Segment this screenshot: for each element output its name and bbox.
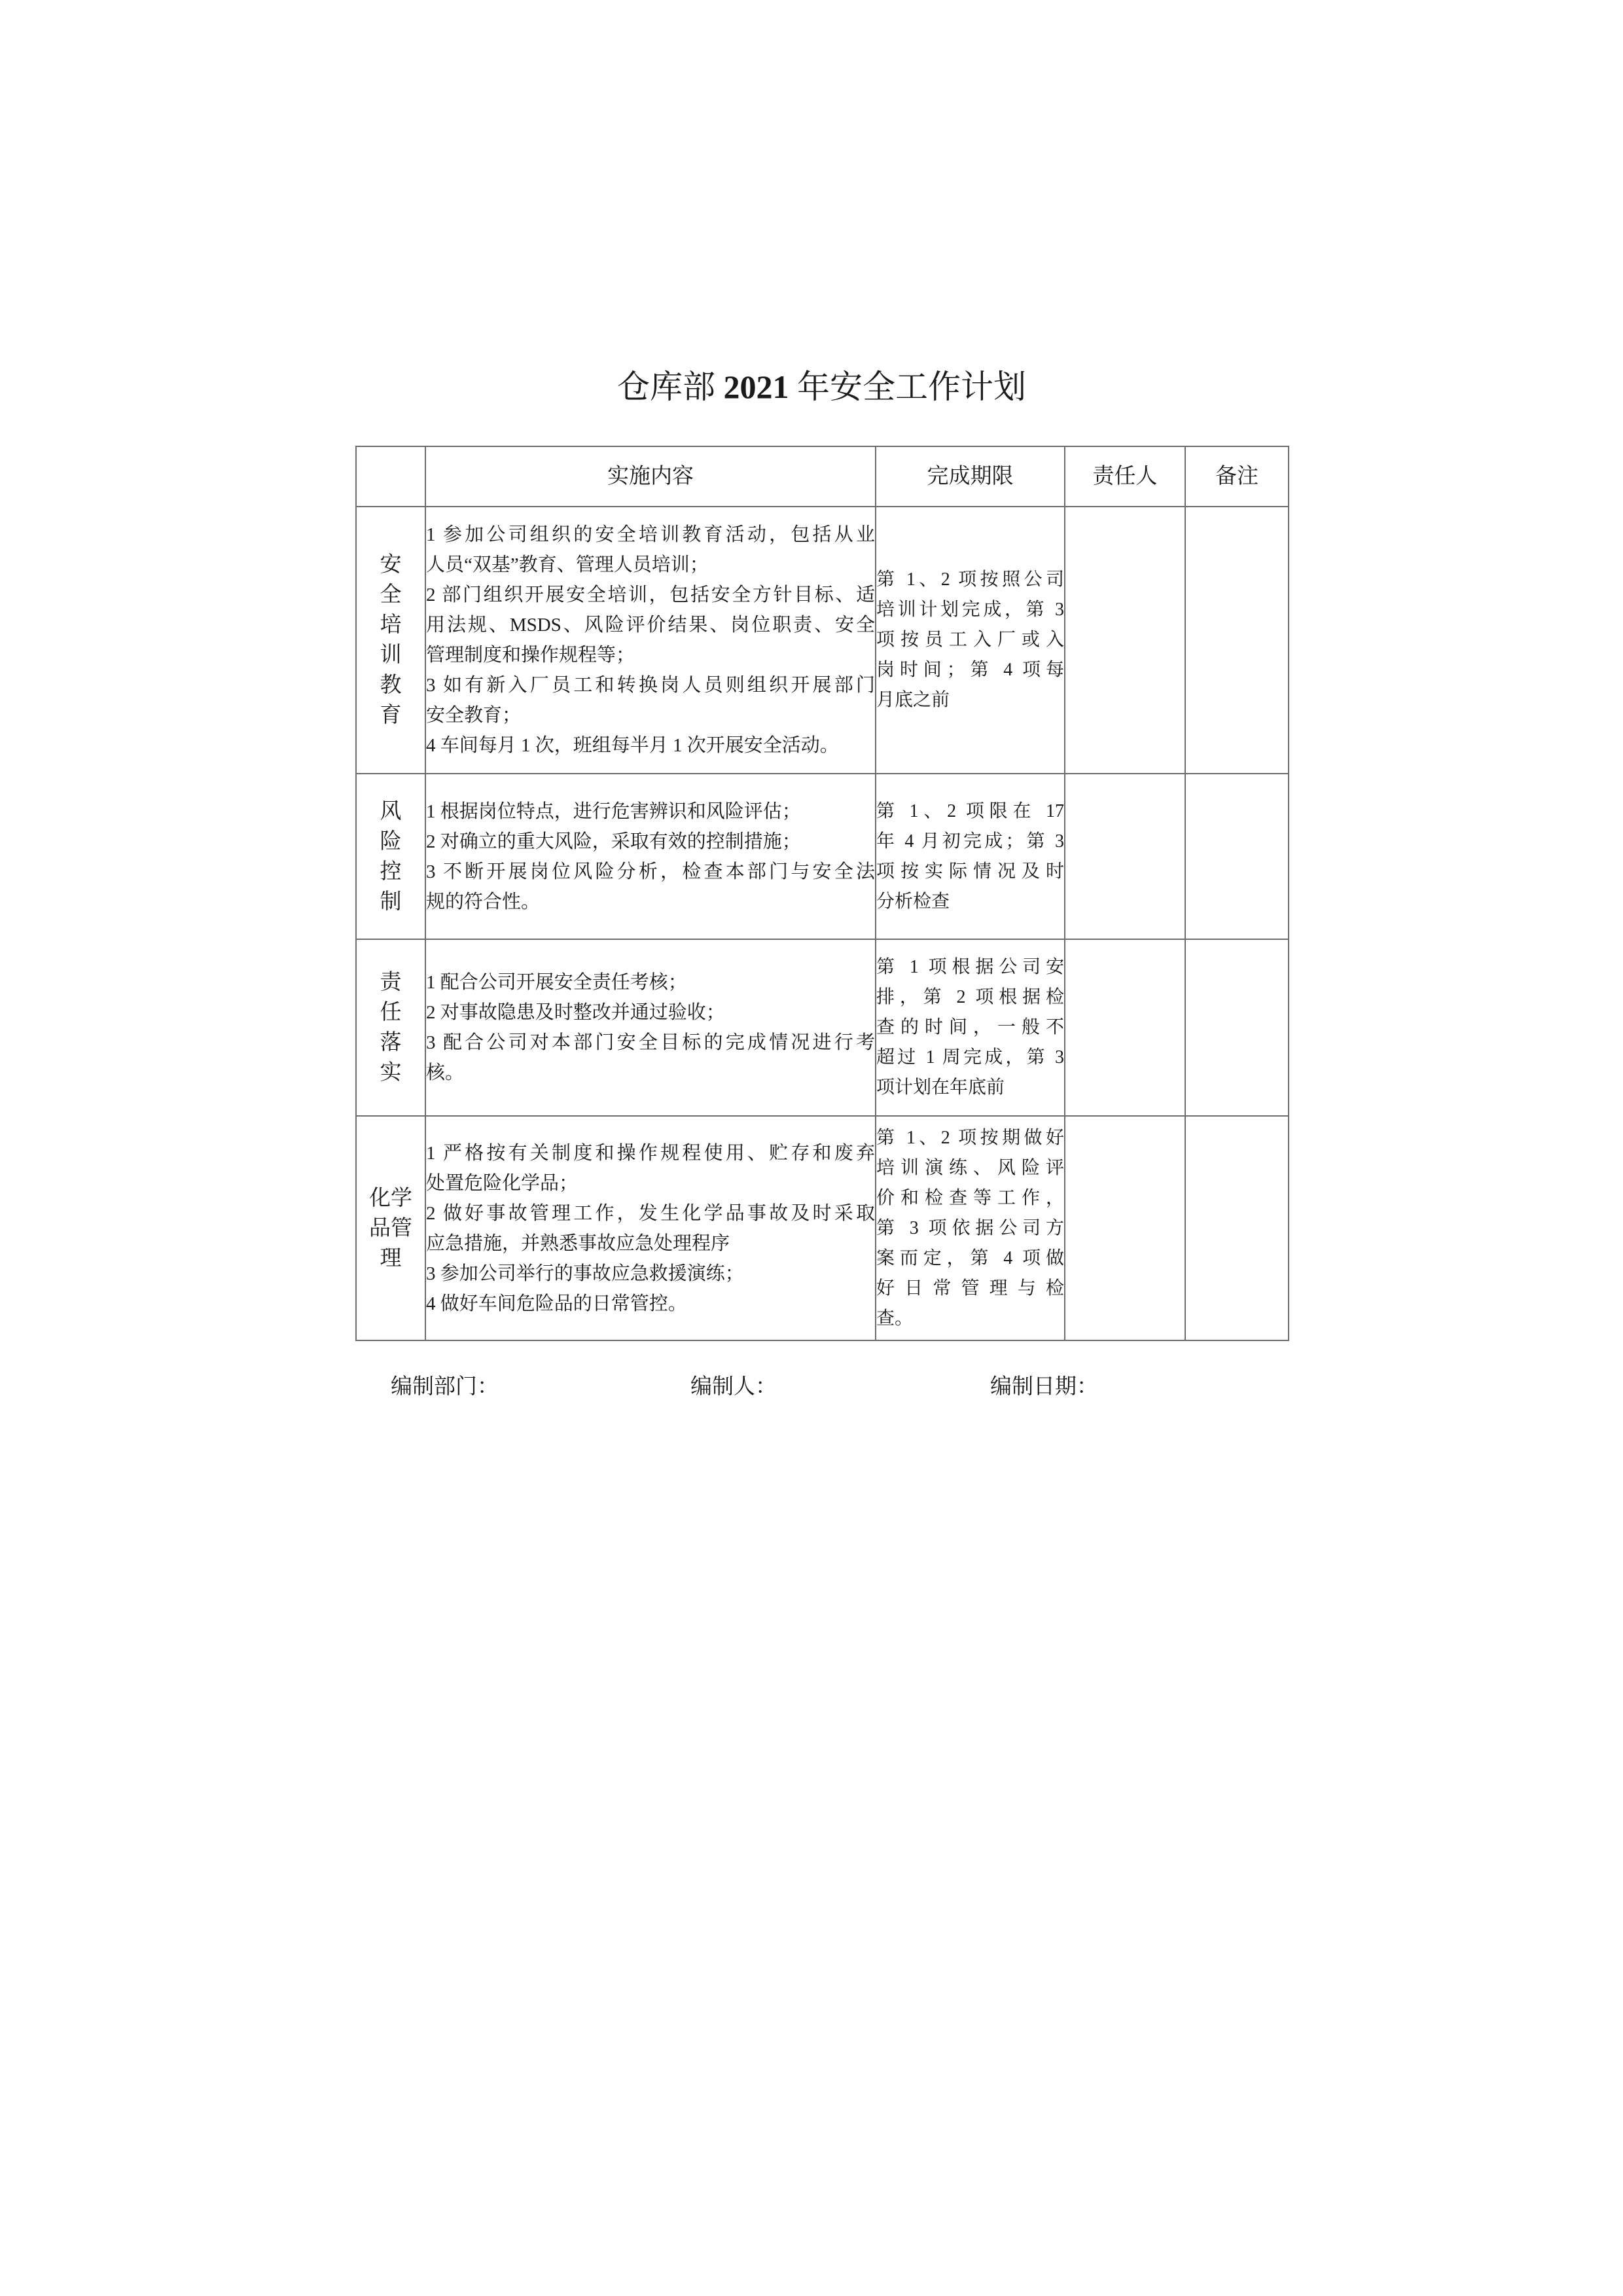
content-cell — [425, 774, 876, 939]
deadline-line: 第 1、2 项按照公司 — [876, 569, 1064, 590]
deadline-line: 好日常管理与检 — [876, 1278, 1064, 1299]
deadline-line: 排，第 2 项根据检 — [876, 987, 1064, 1007]
remarks-cell — [1185, 939, 1289, 1116]
content-line: 3 参加公司举行的事故应急救援演练； — [426, 1263, 744, 1284]
title-year: 2021 — [723, 368, 789, 405]
remarks-cell — [1185, 774, 1289, 939]
deadline-line: 培训演练、风险评 — [876, 1157, 1064, 1178]
content-line: 3 如有新入厂员工和转换岗人员则组织开展部门 — [426, 675, 875, 696]
content-line: 3 配合公司对本部门安全目标的完成情况进行考 — [426, 1032, 875, 1053]
table-row — [356, 939, 1289, 1116]
header-category-cell — [356, 446, 425, 507]
category-label: 安全培训教育 — [380, 553, 402, 727]
deadline-line: 第 1 项根据公司安 — [876, 957, 1064, 977]
deadline-line: 超过 1 周完成，第 3 — [876, 1047, 1064, 1067]
content-cell — [425, 1116, 876, 1340]
content-cell — [425, 939, 876, 1116]
deadline-line: 分析检查 — [876, 891, 950, 912]
table-row — [356, 774, 1289, 939]
deadline-cell — [876, 939, 1065, 1116]
remarks-cell — [1185, 1116, 1289, 1340]
title-suffix: 年安全工作计划 — [797, 368, 1026, 405]
deadline-line: 第 1、2 项按期做好 — [876, 1127, 1064, 1148]
content-line: 1 配合公司开展安全责任考核； — [426, 972, 687, 993]
footer-date-label: 编制日期： — [990, 1375, 1098, 1399]
deadline-line: 价和检查等工作， — [876, 1187, 1064, 1208]
deadline-line: 项按实际情况及时 — [876, 861, 1064, 882]
owner-cell — [1065, 939, 1185, 1116]
content-line: 用法规、MSDS、风险评价结果、岗位职责、安全 — [426, 615, 875, 636]
content-line: 4 做好车间危险品的日常管控。 — [426, 1293, 687, 1314]
header-content: 实施内容 — [425, 446, 876, 507]
content-line: 应急措施，并熟悉事故应急处理程序 — [426, 1232, 730, 1254]
deadline-cell — [876, 1116, 1065, 1340]
owner-cell — [1065, 1116, 1185, 1340]
deadline-line: 月底之前 — [876, 690, 950, 710]
deadline-line: 第 1、2 项限在 17 — [876, 800, 1064, 821]
header-remarks: 备注 — [1185, 446, 1289, 507]
content-line: 4 车间每月 1 次，班组每半月 1 次开展安全活动。 — [426, 735, 839, 756]
title-prefix: 仓库部 — [617, 368, 715, 405]
content-line: 2 对事故隐患及时整改并通过验收； — [426, 1002, 725, 1023]
content-line: 处置危险化学品； — [426, 1172, 579, 1194]
content-line: 2 对确立的重大风险，采取有效的控制措施； — [426, 831, 801, 852]
safety-plan-table — [355, 446, 1289, 1341]
header-owner: 责任人 — [1065, 446, 1185, 507]
content-line: 1 根据岗位特点，进行危害辨识和风险评估； — [426, 800, 801, 822]
content-line: 人员“双基”教育、管理人员培训； — [426, 554, 709, 575]
document-title — [355, 364, 1288, 410]
category-cell — [356, 507, 425, 774]
category-label: 化学品管理 — [369, 1186, 412, 1270]
header-deadline: 完成期限 — [876, 446, 1065, 507]
content-line: 核。 — [426, 1062, 465, 1083]
content-line: 规的符合性。 — [426, 891, 541, 912]
table-header-row — [356, 446, 1289, 507]
deadline-line: 项按员工入厂或入 — [876, 630, 1064, 650]
owner-cell — [1065, 774, 1185, 939]
category-label: 风险控制 — [380, 799, 402, 914]
footer-dept-label: 编制部门： — [391, 1375, 499, 1399]
deadline-line: 案而定，第 4 项做 — [876, 1247, 1064, 1268]
remarks-cell — [1185, 507, 1289, 774]
category-label: 责任落实 — [380, 971, 402, 1085]
owner-cell — [1065, 507, 1185, 774]
category-cell — [356, 939, 425, 1116]
deadline-cell — [876, 507, 1065, 774]
deadline-line: 查。 — [876, 1308, 914, 1329]
table-row — [356, 507, 1289, 774]
table-row — [356, 1116, 1289, 1340]
content-line: 2 做好事故管理工作，发生化学品事故及时采取 — [426, 1202, 875, 1224]
deadline-line: 培训计划完成，第 3 — [876, 600, 1064, 620]
content-cell — [425, 507, 876, 774]
category-cell — [356, 1116, 425, 1340]
deadline-line: 岗时间；第 4 项每 — [876, 660, 1064, 680]
footer-author-label: 编制人： — [690, 1375, 777, 1399]
deadline-line: 年 4 月初完成；第 3 — [876, 831, 1064, 852]
content-line: 管理制度和操作规程等； — [426, 645, 635, 666]
content-line: 2 部门组织开展安全培训，包括安全方针目标、适 — [426, 584, 875, 605]
content-line: 3 不断开展岗位风险分析，检查本部门与安全法 — [426, 861, 875, 882]
content-line: 1 参加公司组织的安全培训教育活动，包括从业 — [426, 524, 875, 545]
content-line: 1 严格按有关制度和操作规程使用、贮存和废弃 — [426, 1142, 875, 1164]
category-cell — [356, 774, 425, 939]
deadline-line: 查的时间，一般不 — [876, 1017, 1064, 1037]
deadline-cell — [876, 774, 1065, 939]
content-line: 安全教育； — [426, 705, 522, 726]
deadline-line: 第 3 项依据公司方 — [876, 1217, 1064, 1238]
deadline-line: 项计划在年底前 — [876, 1077, 1005, 1098]
